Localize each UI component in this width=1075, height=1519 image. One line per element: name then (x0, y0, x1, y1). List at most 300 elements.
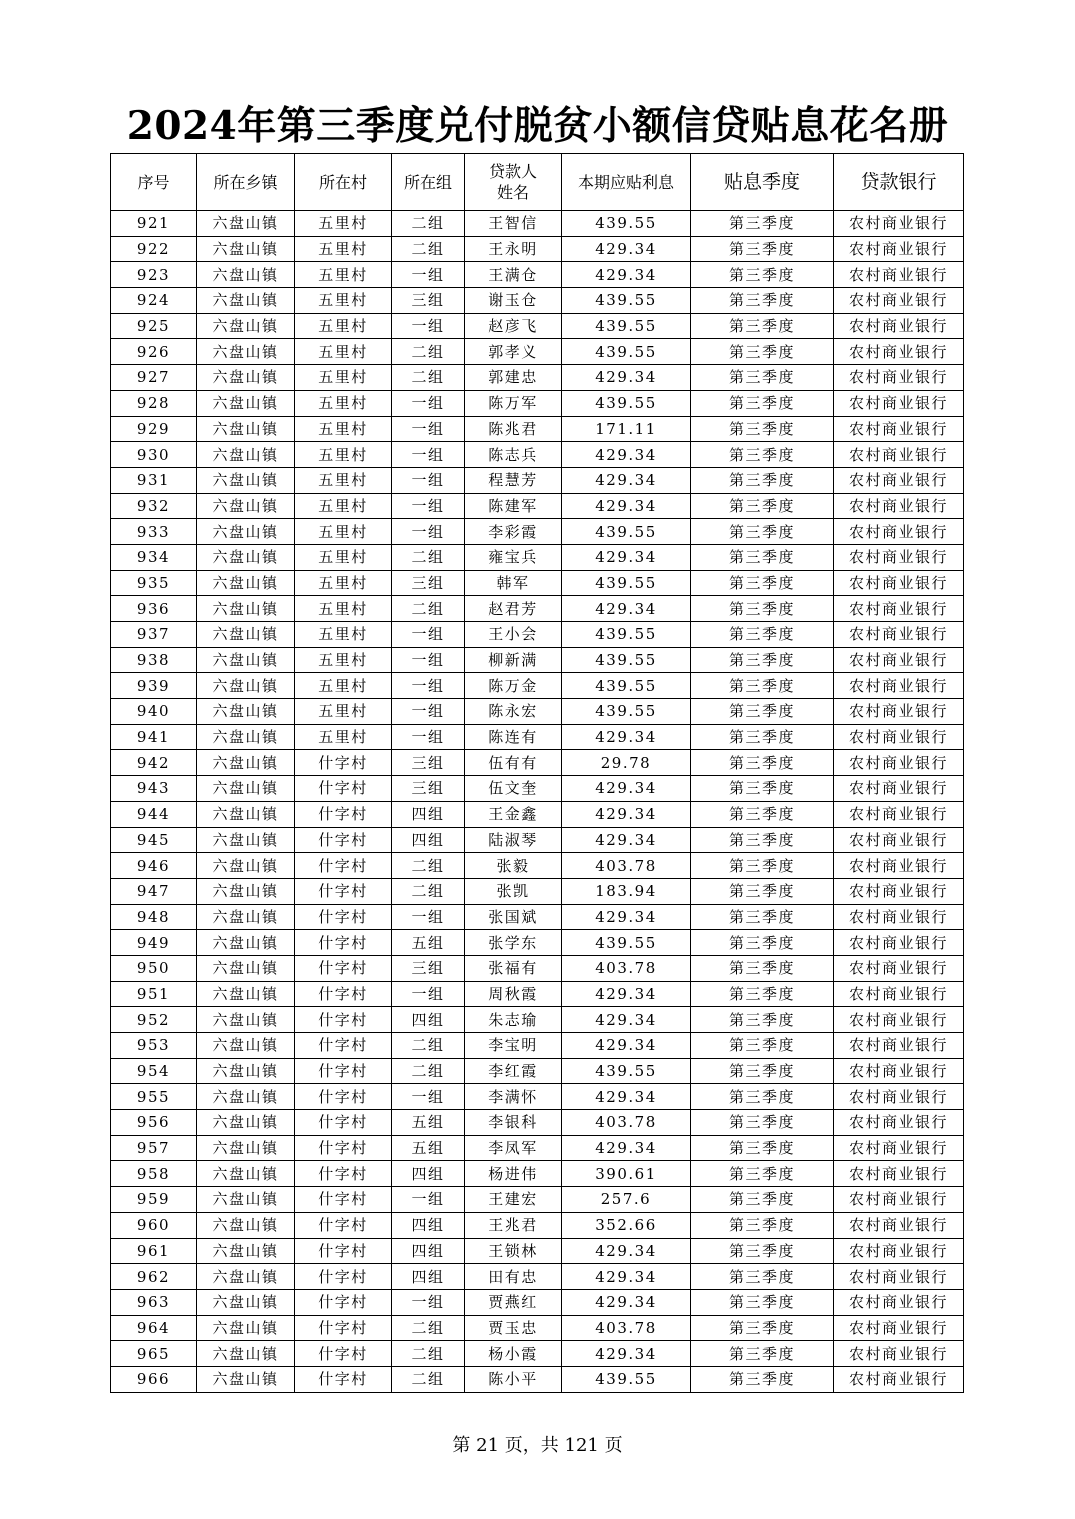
cell-interest: 429.34 (562, 1341, 691, 1367)
cell-interest: 429.34 (562, 801, 691, 827)
cell-interest: 429.34 (562, 981, 691, 1007)
cell-township: 六盘山镇 (197, 467, 295, 493)
cell-quarter: 第三季度 (691, 1058, 834, 1084)
table-row (111, 1007, 964, 1033)
cell-township: 六盘山镇 (197, 1289, 295, 1315)
cell-village: 什字村 (295, 1187, 392, 1213)
cell-village: 什字村 (295, 1058, 392, 1084)
cell-interest: 439.55 (562, 647, 691, 673)
table-row (111, 1366, 964, 1392)
cell-township: 六盘山镇 (197, 622, 295, 648)
cell-serial: 923 (111, 262, 197, 288)
cell-quarter: 第三季度 (691, 1161, 834, 1187)
cell-quarter: 第三季度 (691, 801, 834, 827)
cell-township: 六盘山镇 (197, 1238, 295, 1264)
cell-interest: 29.78 (562, 750, 691, 776)
cell-village: 什字村 (295, 1315, 392, 1341)
cell-township: 六盘山镇 (197, 570, 295, 596)
cell-serial: 950 (111, 955, 197, 981)
cell-bank: 农村商业银行 (834, 313, 964, 339)
cell-borrower-name: 田有忠 (465, 1264, 562, 1290)
cell-quarter: 第三季度 (691, 1135, 834, 1161)
cell-group: 一组 (392, 416, 465, 442)
table-row (111, 1033, 964, 1059)
cell-township: 六盘山镇 (197, 1161, 295, 1187)
header-quarter: 贴息季度 (691, 154, 834, 211)
cell-borrower-name: 王金鑫 (465, 801, 562, 827)
table-row (111, 288, 964, 314)
cell-township: 六盘山镇 (197, 390, 295, 416)
cell-village: 五里村 (295, 519, 392, 545)
cell-quarter: 第三季度 (691, 1033, 834, 1059)
cell-interest: 439.55 (562, 930, 691, 956)
cell-group: 四组 (392, 801, 465, 827)
cell-interest: 439.55 (562, 570, 691, 596)
table-row (111, 853, 964, 879)
table-row (111, 596, 964, 622)
cell-village: 什字村 (295, 1238, 392, 1264)
cell-township: 六盘山镇 (197, 1058, 295, 1084)
cell-township: 六盘山镇 (197, 1315, 295, 1341)
cell-serial: 938 (111, 647, 197, 673)
cell-serial: 935 (111, 570, 197, 596)
cell-serial: 939 (111, 673, 197, 699)
table-row (111, 442, 964, 468)
table-row (111, 878, 964, 904)
cell-township: 六盘山镇 (197, 1264, 295, 1290)
cell-group: 一组 (392, 904, 465, 930)
cell-quarter: 第三季度 (691, 1084, 834, 1110)
cell-bank: 农村商业银行 (834, 750, 964, 776)
cell-township: 六盘山镇 (197, 776, 295, 802)
cell-village: 什字村 (295, 1084, 392, 1110)
cell-borrower-name: 陆淑琴 (465, 827, 562, 853)
cell-group: 三组 (392, 288, 465, 314)
cell-village: 五里村 (295, 313, 392, 339)
cell-interest: 429.34 (562, 1033, 691, 1059)
cell-interest: 439.55 (562, 288, 691, 314)
table-row (111, 236, 964, 262)
cell-village: 什字村 (295, 1264, 392, 1290)
cell-borrower-name: 王兆君 (465, 1212, 562, 1238)
cell-village: 什字村 (295, 955, 392, 981)
cell-serial: 937 (111, 622, 197, 648)
table-header-row (111, 154, 964, 211)
cell-bank: 农村商业银行 (834, 1187, 964, 1213)
cell-serial: 960 (111, 1212, 197, 1238)
cell-township: 六盘山镇 (197, 416, 295, 442)
cell-interest: 403.78 (562, 853, 691, 879)
cell-borrower-name: 韩军 (465, 570, 562, 596)
table-row (111, 801, 964, 827)
cell-quarter: 第三季度 (691, 750, 834, 776)
cell-interest: 403.78 (562, 955, 691, 981)
cell-bank: 农村商业银行 (834, 1058, 964, 1084)
cell-bank: 农村商业银行 (834, 416, 964, 442)
cell-quarter: 第三季度 (691, 699, 834, 725)
cell-borrower-name: 张毅 (465, 853, 562, 879)
table-row (111, 1084, 964, 1110)
cell-borrower-name: 贾燕红 (465, 1289, 562, 1315)
cell-bank: 农村商业银行 (834, 1366, 964, 1392)
cell-group: 一组 (392, 647, 465, 673)
cell-quarter: 第三季度 (691, 236, 834, 262)
cell-township: 六盘山镇 (197, 878, 295, 904)
cell-group: 一组 (392, 493, 465, 519)
cell-group: 一组 (392, 313, 465, 339)
cell-bank: 农村商业银行 (834, 1212, 964, 1238)
cell-village: 五里村 (295, 699, 392, 725)
cell-village: 五里村 (295, 262, 392, 288)
cell-interest: 439.55 (562, 390, 691, 416)
cell-village: 五里村 (295, 493, 392, 519)
cell-group: 二组 (392, 853, 465, 879)
cell-interest: 429.34 (562, 1238, 691, 1264)
cell-village: 五里村 (295, 570, 392, 596)
cell-serial: 922 (111, 236, 197, 262)
table-row (111, 750, 964, 776)
table-row (111, 519, 964, 545)
header-village: 所在村 (295, 154, 392, 211)
cell-group: 五组 (392, 1135, 465, 1161)
cell-quarter: 第三季度 (691, 339, 834, 365)
cell-borrower-name: 王满仓 (465, 262, 562, 288)
cell-interest: 439.55 (562, 699, 691, 725)
cell-borrower-name: 陈万金 (465, 673, 562, 699)
cell-group: 二组 (392, 339, 465, 365)
cell-bank: 农村商业银行 (834, 442, 964, 468)
cell-quarter: 第三季度 (691, 211, 834, 237)
table-row (111, 339, 964, 365)
cell-group: 三组 (392, 750, 465, 776)
table-row (111, 416, 964, 442)
cell-bank: 农村商业银行 (834, 288, 964, 314)
cell-interest: 403.78 (562, 1315, 691, 1341)
cell-group: 一组 (392, 981, 465, 1007)
cell-village: 五里村 (295, 467, 392, 493)
cell-village: 五里村 (295, 339, 392, 365)
cell-township: 六盘山镇 (197, 955, 295, 981)
table-row (111, 365, 964, 391)
cell-borrower-name: 陈连有 (465, 724, 562, 750)
cell-group: 二组 (392, 1341, 465, 1367)
cell-bank: 农村商业银行 (834, 544, 964, 570)
cell-quarter: 第三季度 (691, 570, 834, 596)
cell-township: 六盘山镇 (197, 442, 295, 468)
cell-group: 二组 (392, 365, 465, 391)
cell-serial: 952 (111, 1007, 197, 1033)
table-row (111, 313, 964, 339)
cell-bank: 农村商业银行 (834, 981, 964, 1007)
cell-serial: 954 (111, 1058, 197, 1084)
cell-village: 五里村 (295, 288, 392, 314)
table-row (111, 262, 964, 288)
cell-bank: 农村商业银行 (834, 1007, 964, 1033)
header-bank: 贷款银行 (834, 154, 964, 211)
cell-interest: 429.34 (562, 442, 691, 468)
cell-group: 五组 (392, 1110, 465, 1136)
cell-borrower-name: 陈小平 (465, 1366, 562, 1392)
cell-township: 六盘山镇 (197, 673, 295, 699)
table-row (111, 699, 964, 725)
cell-borrower-name: 李宝明 (465, 1033, 562, 1059)
cell-township: 六盘山镇 (197, 262, 295, 288)
cell-village: 五里村 (295, 416, 392, 442)
table-row (111, 493, 964, 519)
header-group: 所在组 (392, 154, 465, 211)
cell-serial: 929 (111, 416, 197, 442)
cell-quarter: 第三季度 (691, 776, 834, 802)
cell-group: 一组 (392, 467, 465, 493)
table-row (111, 776, 964, 802)
cell-borrower-name: 张凯 (465, 878, 562, 904)
cell-township: 六盘山镇 (197, 519, 295, 545)
cell-village: 什字村 (295, 930, 392, 956)
subsidy-roster-table (110, 153, 964, 1393)
cell-village: 五里村 (295, 622, 392, 648)
cell-quarter: 第三季度 (691, 930, 834, 956)
cell-village: 五里村 (295, 442, 392, 468)
cell-interest: 429.34 (562, 904, 691, 930)
cell-serial: 963 (111, 1289, 197, 1315)
table-row (111, 1161, 964, 1187)
table-row (111, 673, 964, 699)
cell-quarter: 第三季度 (691, 904, 834, 930)
cell-village: 什字村 (295, 1110, 392, 1136)
cell-borrower-name: 张学东 (465, 930, 562, 956)
table-row (111, 724, 964, 750)
cell-group: 四组 (392, 1161, 465, 1187)
cell-township: 六盘山镇 (197, 1033, 295, 1059)
cell-group: 一组 (392, 673, 465, 699)
cell-bank: 农村商业银行 (834, 1238, 964, 1264)
cell-serial: 926 (111, 339, 197, 365)
cell-quarter: 第三季度 (691, 493, 834, 519)
cell-bank: 农村商业银行 (834, 622, 964, 648)
cell-borrower-name: 赵君芳 (465, 596, 562, 622)
cell-serial: 945 (111, 827, 197, 853)
cell-quarter: 第三季度 (691, 955, 834, 981)
cell-bank: 农村商业银行 (834, 801, 964, 827)
cell-quarter: 第三季度 (691, 1007, 834, 1033)
table-row (111, 1135, 964, 1161)
cell-village: 什字村 (295, 1007, 392, 1033)
cell-village: 五里村 (295, 211, 392, 237)
cell-serial: 953 (111, 1033, 197, 1059)
cell-borrower-name: 李满怀 (465, 1084, 562, 1110)
cell-serial: 949 (111, 930, 197, 956)
cell-serial: 956 (111, 1110, 197, 1136)
cell-group: 二组 (392, 1033, 465, 1059)
cell-borrower-name: 陈建军 (465, 493, 562, 519)
cell-township: 六盘山镇 (197, 699, 295, 725)
cell-township: 六盘山镇 (197, 365, 295, 391)
cell-serial: 930 (111, 442, 197, 468)
cell-borrower-name: 陈永宏 (465, 699, 562, 725)
cell-bank: 农村商业银行 (834, 930, 964, 956)
cell-group: 三组 (392, 776, 465, 802)
cell-borrower-name: 王建宏 (465, 1187, 562, 1213)
cell-interest: 429.34 (562, 1135, 691, 1161)
cell-quarter: 第三季度 (691, 981, 834, 1007)
cell-township: 六盘山镇 (197, 981, 295, 1007)
cell-quarter: 第三季度 (691, 544, 834, 570)
header-borrower-name: 贷款人 姓名 (465, 154, 562, 211)
cell-group: 二组 (392, 544, 465, 570)
cell-quarter: 第三季度 (691, 647, 834, 673)
cell-bank: 农村商业银行 (834, 1341, 964, 1367)
cell-township: 六盘山镇 (197, 904, 295, 930)
cell-interest: 352.66 (562, 1212, 691, 1238)
page-footer: 第 21 页，共 121 页 (452, 1435, 623, 1456)
cell-interest: 429.34 (562, 1007, 691, 1033)
cell-township: 六盘山镇 (197, 750, 295, 776)
cell-group: 一组 (392, 262, 465, 288)
cell-village: 什字村 (295, 1033, 392, 1059)
cell-interest: 429.34 (562, 724, 691, 750)
cell-group: 二组 (392, 1315, 465, 1341)
cell-bank: 农村商业银行 (834, 236, 964, 262)
table-row (111, 544, 964, 570)
cell-bank: 农村商业银行 (834, 211, 964, 237)
cell-borrower-name: 周秋霞 (465, 981, 562, 1007)
table-row (111, 390, 964, 416)
cell-interest: 429.34 (562, 236, 691, 262)
cell-quarter: 第三季度 (691, 442, 834, 468)
cell-bank: 农村商业银行 (834, 904, 964, 930)
cell-township: 六盘山镇 (197, 544, 295, 570)
cell-borrower-name: 柳新满 (465, 647, 562, 673)
cell-township: 六盘山镇 (197, 1135, 295, 1161)
cell-interest: 429.34 (562, 1289, 691, 1315)
cell-group: 一组 (392, 442, 465, 468)
cell-borrower-name: 陈兆君 (465, 416, 562, 442)
cell-township: 六盘山镇 (197, 930, 295, 956)
cell-bank: 农村商业银行 (834, 878, 964, 904)
cell-township: 六盘山镇 (197, 211, 295, 237)
cell-serial: 947 (111, 878, 197, 904)
cell-bank: 农村商业银行 (834, 827, 964, 853)
cell-township: 六盘山镇 (197, 853, 295, 879)
cell-quarter: 第三季度 (691, 622, 834, 648)
cell-interest: 171.11 (562, 416, 691, 442)
cell-borrower-name: 李银科 (465, 1110, 562, 1136)
cell-interest: 439.55 (562, 622, 691, 648)
cell-borrower-name: 郭建忠 (465, 365, 562, 391)
cell-bank: 农村商业银行 (834, 1289, 964, 1315)
cell-township: 六盘山镇 (197, 1366, 295, 1392)
cell-village: 什字村 (295, 853, 392, 879)
cell-bank: 农村商业银行 (834, 339, 964, 365)
cell-group: 四组 (392, 1238, 465, 1264)
table-row (111, 647, 964, 673)
cell-township: 六盘山镇 (197, 1007, 295, 1033)
table-row (111, 1187, 964, 1213)
cell-quarter: 第三季度 (691, 1366, 834, 1392)
cell-borrower-name: 王锁林 (465, 1238, 562, 1264)
header-serial: 序号 (111, 154, 197, 211)
cell-quarter: 第三季度 (691, 519, 834, 545)
cell-village: 什字村 (295, 1341, 392, 1367)
cell-group: 二组 (392, 236, 465, 262)
cell-interest: 439.55 (562, 211, 691, 237)
cell-borrower-name: 杨小霞 (465, 1341, 562, 1367)
cell-quarter: 第三季度 (691, 1187, 834, 1213)
cell-bank: 农村商业银行 (834, 1033, 964, 1059)
cell-interest: 429.34 (562, 262, 691, 288)
cell-bank: 农村商业银行 (834, 1084, 964, 1110)
cell-borrower-name: 郭孝义 (465, 339, 562, 365)
cell-serial: 962 (111, 1264, 197, 1290)
cell-serial: 955 (111, 1084, 197, 1110)
header-interest: 本期应贴利息 (562, 154, 691, 211)
cell-township: 六盘山镇 (197, 1084, 295, 1110)
cell-village: 五里村 (295, 596, 392, 622)
cell-village: 什字村 (295, 1289, 392, 1315)
cell-quarter: 第三季度 (691, 313, 834, 339)
cell-serial: 940 (111, 699, 197, 725)
cell-township: 六盘山镇 (197, 827, 295, 853)
cell-interest: 429.34 (562, 596, 691, 622)
cell-bank: 农村商业银行 (834, 1135, 964, 1161)
cell-serial: 934 (111, 544, 197, 570)
cell-bank: 农村商业银行 (834, 955, 964, 981)
cell-village: 什字村 (295, 1366, 392, 1392)
cell-quarter: 第三季度 (691, 262, 834, 288)
table-row (111, 467, 964, 493)
header-township: 所在乡镇 (197, 154, 295, 211)
cell-quarter: 第三季度 (691, 365, 834, 391)
cell-bank: 农村商业银行 (834, 493, 964, 519)
cell-borrower-name: 李凤军 (465, 1135, 562, 1161)
table-row (111, 1058, 964, 1084)
cell-quarter: 第三季度 (691, 827, 834, 853)
cell-serial: 941 (111, 724, 197, 750)
cell-group: 四组 (392, 1212, 465, 1238)
cell-bank: 农村商业银行 (834, 519, 964, 545)
cell-bank: 农村商业银行 (834, 776, 964, 802)
cell-bank: 农村商业银行 (834, 1315, 964, 1341)
cell-township: 六盘山镇 (197, 596, 295, 622)
cell-village: 五里村 (295, 544, 392, 570)
cell-interest: 439.55 (562, 1366, 691, 1392)
cell-group: 二组 (392, 1058, 465, 1084)
cell-quarter: 第三季度 (691, 1110, 834, 1136)
cell-quarter: 第三季度 (691, 1341, 834, 1367)
cell-serial: 958 (111, 1161, 197, 1187)
cell-group: 三组 (392, 955, 465, 981)
cell-bank: 农村商业银行 (834, 467, 964, 493)
cell-borrower-name: 陈志兵 (465, 442, 562, 468)
page-title: 2024年第三季度兑付脱贫小额信贷贴息花名册 (126, 103, 949, 149)
cell-serial: 933 (111, 519, 197, 545)
cell-bank: 农村商业银行 (834, 570, 964, 596)
cell-quarter: 第三季度 (691, 878, 834, 904)
cell-interest: 429.34 (562, 467, 691, 493)
cell-serial: 966 (111, 1366, 197, 1392)
cell-group: 四组 (392, 1264, 465, 1290)
cell-serial: 924 (111, 288, 197, 314)
cell-quarter: 第三季度 (691, 1264, 834, 1290)
cell-group: 一组 (392, 390, 465, 416)
cell-serial: 928 (111, 390, 197, 416)
cell-bank: 农村商业银行 (834, 724, 964, 750)
table-row (111, 981, 964, 1007)
cell-group: 一组 (392, 1084, 465, 1110)
cell-serial: 942 (111, 750, 197, 776)
cell-interest: 439.55 (562, 1058, 691, 1084)
table-row (111, 1289, 964, 1315)
